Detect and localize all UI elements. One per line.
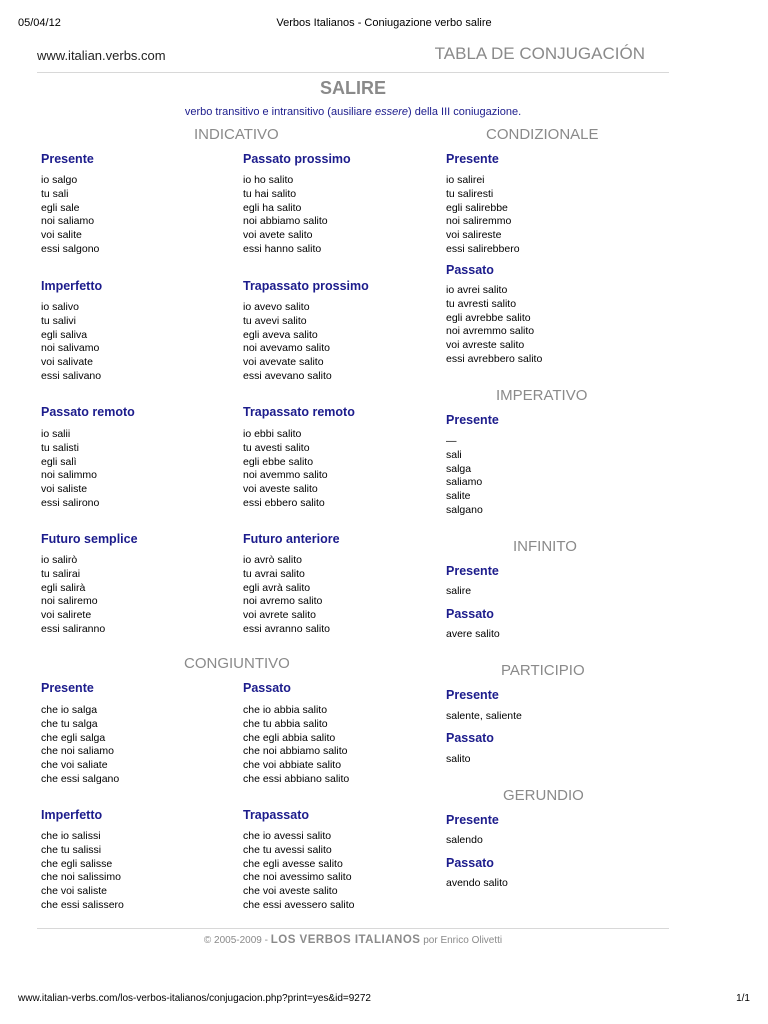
mood-infinito: INFINITO	[513, 538, 577, 555]
conjugated-form: che noi salissimo	[41, 871, 121, 884]
conjugated-form: salite	[446, 490, 471, 503]
conjugated-form: voi avreste salito	[446, 339, 525, 352]
brand-link[interactable]: LOS VERBOS ITALIANOS	[270, 934, 421, 946]
tense-title: Presente	[446, 152, 499, 166]
tense-title: Presente	[446, 413, 499, 427]
conjugated-form: tu salirai	[41, 567, 81, 580]
mood-imperativo: IMPERATIVO	[496, 387, 588, 404]
conjugated-form: voi salite	[41, 229, 82, 242]
conjugated-form: tu sali	[41, 187, 69, 200]
tense-title: Presente	[446, 813, 499, 827]
conjugated-form: essi salgono	[41, 242, 100, 255]
copyright: © 2005-2009 - LOS VERBOS ITALIANOS por Enrico Olivetti	[203, 934, 503, 946]
conjugated-form: che io avessi salito	[243, 830, 332, 842]
tense-forms	[446, 628, 500, 642]
tense-title: Imperfetto	[41, 808, 103, 822]
conjugated-form: noi abbiamo salito	[243, 215, 328, 228]
tense-title: Presente	[41, 681, 94, 695]
conjugated-form: —	[446, 435, 457, 447]
conjugated-form: voi avrete salito	[243, 609, 316, 622]
conjugated-form: essi ebbero salito	[243, 496, 325, 509]
page-heading: TABLA DE CONJUGACIÓN	[434, 44, 645, 63]
conjugated-form: noi saliamo	[41, 215, 95, 228]
conjugated-form: saliamo	[446, 476, 483, 489]
page-url: www.italian-verbs.com/los-verbos-italianos/conjugacion.php?print=yes&id=9272	[18, 993, 371, 1004]
conjugated-form: che noi avessimo salito	[243, 871, 352, 884]
conjugated-form: voi aveste salito	[243, 483, 318, 496]
conjugated-form: noi salivamo	[41, 342, 100, 355]
verb-title: SALIRE	[319, 78, 386, 98]
conjugated-form: che voi aveste salito	[243, 885, 338, 898]
conjugated-form: tu salivi	[41, 314, 77, 327]
conjugated-form: che essi abbiano salito	[243, 772, 350, 785]
conjugated-form: che egli abbia salito	[243, 731, 336, 744]
conjugated-form: io salgo	[41, 174, 78, 186]
tense-forms	[243, 554, 330, 637]
conjugated-form: voi salireste	[446, 229, 502, 242]
conjugated-form: egli sale	[41, 201, 80, 214]
mood-condizionale: CONDIZIONALE	[486, 126, 599, 143]
tense-forms	[446, 710, 522, 724]
conjugation-page	[37, 40, 669, 946]
conjugated-form: che egli salisse	[41, 857, 113, 870]
tense-forms	[446, 877, 508, 891]
conjugated-form: che noi saliamo	[41, 745, 114, 758]
conjugated-form: salire	[446, 585, 472, 597]
conjugated-form: che egli salga	[41, 731, 106, 744]
conjugated-form: essi avranno salito	[243, 622, 330, 635]
conjugated-form: che tu abbia salito	[243, 717, 328, 730]
conjugated-form: tu avrai salito	[243, 567, 305, 580]
verb-description: verbo transitivo e intransitivo (ausiliare essere) della III coniugazione.	[184, 106, 522, 118]
conjugated-form: che io salga	[41, 704, 98, 716]
conjugated-form: io salirei	[446, 174, 485, 186]
tense-title: Passato	[446, 731, 494, 745]
tense-title: Passato	[243, 681, 291, 695]
tense-forms	[446, 435, 483, 518]
tense-forms	[243, 174, 328, 257]
conjugated-form: io ebbi salito	[243, 428, 302, 440]
conjugated-form: egli ha salito	[243, 201, 302, 214]
site-url: www.italian.verbs.com	[37, 48, 166, 63]
tense-title: Imperfetto	[41, 279, 103, 293]
conjugated-form: tu avresti salito	[446, 297, 517, 310]
conjugated-form: io salirò	[41, 554, 78, 566]
print-date: 05/04/12	[18, 17, 61, 29]
conjugated-form: salendo	[446, 834, 483, 846]
mood-congiuntivo: CONGIUNTIVO	[184, 655, 290, 672]
conjugated-form: che essi salissero	[41, 898, 124, 911]
tense-forms	[41, 830, 124, 913]
conjugated-form: che voi saliate	[41, 759, 108, 772]
tense-title: Passato	[446, 607, 494, 621]
tense-forms	[446, 834, 483, 848]
tense-forms	[446, 585, 471, 599]
conjugated-form: voi salivate	[41, 356, 93, 369]
tense-forms	[41, 174, 99, 257]
page-number: 1/1	[736, 993, 750, 1004]
tense-title: Passato remoto	[41, 405, 135, 419]
conjugated-form: tu saliresti	[446, 187, 494, 200]
conjugated-form: che essi avessero salito	[243, 898, 355, 911]
conjugated-form: io avrei salito	[446, 284, 508, 296]
tense-forms	[243, 301, 332, 384]
tense-forms	[243, 428, 328, 511]
conjugated-form: che io abbia salito	[243, 704, 328, 716]
tense-title: Futuro semplice	[41, 532, 138, 546]
tense-forms	[41, 554, 105, 637]
conjugated-form: tu salisti	[41, 441, 79, 454]
conjugated-form: egli avrebbe salito	[446, 311, 531, 324]
conjugated-form: noi avremmo salito	[446, 325, 535, 338]
conjugated-form: voi salirete	[41, 609, 92, 622]
tense-title: Passato	[446, 856, 494, 870]
conjugated-form: essi salirono	[41, 496, 100, 509]
conjugated-form: essi salivano	[41, 369, 102, 382]
tense-title: Trapassato	[243, 808, 310, 822]
tense-title: Passato	[446, 263, 494, 277]
conjugated-form: egli salirebbe	[446, 201, 508, 214]
conjugated-form: tu avesti salito	[243, 441, 310, 454]
conjugated-form: noi salimmo	[41, 469, 98, 482]
tense-title: Trapassato prossimo	[243, 279, 369, 293]
tense-forms	[243, 830, 354, 913]
conjugated-form: essi saliranno	[41, 622, 106, 635]
conjugated-form: che io salissi	[41, 830, 101, 842]
conjugated-form: sali	[446, 448, 462, 461]
tense-forms	[446, 284, 542, 367]
conjugated-form: essi avrebbero salito	[446, 352, 543, 365]
conjugated-form: noi saliremmo	[446, 215, 512, 228]
conjugated-form: che voi saliste	[41, 885, 107, 898]
mood-participio: PARTICIPIO	[501, 662, 585, 679]
tense-forms	[41, 704, 119, 787]
conjugated-form: che voi abbiate salito	[243, 759, 342, 772]
tense-title: Presente	[41, 152, 94, 166]
print-title: Verbos Italianos - Coniugazione verbo salire	[276, 17, 492, 29]
conjugated-form: noi avemmo salito	[243, 469, 328, 482]
conjugated-form: io avevo salito	[243, 301, 310, 313]
conjugated-form: io salii	[41, 428, 71, 440]
header-divider	[37, 72, 669, 73]
conjugated-form: salgano	[446, 503, 483, 516]
conjugated-form: noi avevamo salito	[243, 342, 330, 355]
tense-forms	[446, 753, 471, 767]
conjugated-form: tu hai salito	[243, 187, 297, 200]
conjugated-form: essi avevano salito	[243, 369, 332, 382]
tense-title: Futuro anteriore	[243, 532, 340, 546]
conjugated-form: che tu avessi salito	[243, 843, 332, 856]
tense-title: Presente	[446, 688, 499, 702]
conjugated-form: che essi salgano	[41, 772, 120, 785]
conjugated-form: salga	[446, 462, 472, 475]
conjugated-form: egli salirà	[41, 581, 86, 594]
tense-forms	[446, 174, 520, 257]
conjugated-form: io salivo	[41, 301, 79, 313]
conjugated-form: che egli avesse salito	[243, 857, 343, 870]
conjugated-form: salente, saliente	[446, 710, 522, 722]
conjugated-form: essi salirebbero	[446, 242, 520, 255]
conjugated-form: essi hanno salito	[243, 242, 322, 255]
tense-title: Trapassato remoto	[243, 405, 355, 419]
conjugated-form: avendo salito	[446, 877, 508, 889]
tense-title: Presente	[446, 564, 499, 578]
auxiliary-verb: essere	[374, 106, 409, 118]
tense-forms	[41, 428, 99, 511]
conjugated-form: noi saliremo	[41, 595, 98, 608]
conjugated-form: egli aveva salito	[243, 328, 318, 341]
conjugated-form: tu avevi salito	[243, 314, 307, 327]
conjugated-form: voi avevate salito	[243, 356, 324, 369]
conjugated-form: io avrò salito	[243, 554, 302, 566]
footer-divider	[37, 928, 669, 929]
tense-title: Passato prossimo	[243, 152, 351, 166]
conjugated-form: noi avremo salito	[243, 595, 323, 608]
conjugated-form: voi avete salito	[243, 229, 313, 242]
conjugated-form: che tu salga	[41, 717, 98, 730]
conjugated-form: io ho salito	[243, 174, 294, 186]
tense-forms	[243, 704, 349, 787]
tense-forms	[41, 301, 101, 384]
conjugated-form: che noi abbiamo salito	[243, 745, 348, 758]
mood-gerundio: GERUNDIO	[503, 787, 584, 804]
conjugated-form: egli ebbe salito	[243, 455, 314, 468]
conjugated-form: che tu salissi	[41, 843, 102, 856]
conjugated-form: salito	[446, 753, 471, 765]
conjugated-form: egli saliva	[41, 328, 88, 341]
conjugated-form: voi saliste	[41, 483, 88, 496]
conjugated-form: avere salito	[446, 628, 500, 640]
conjugated-form: egli avrà salito	[243, 581, 311, 594]
conjugated-form: egli salì	[41, 455, 77, 468]
mood-indicativo: INDICATIVO	[194, 126, 279, 143]
